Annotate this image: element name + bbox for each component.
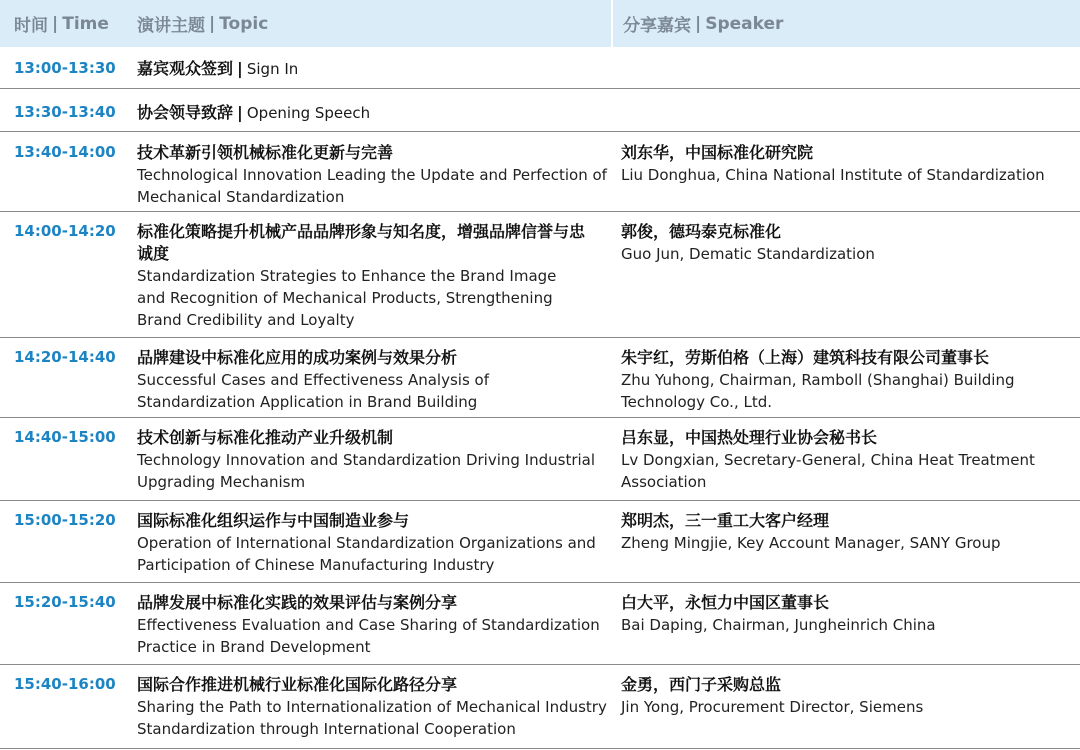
table-row: [0, 47, 1080, 89]
session-time: 14:00-14:20: [14, 222, 116, 240]
header-speaker: 分享嘉宾 | Speaker: [611, 0, 1080, 47]
table-row: [0, 501, 1080, 583]
session-time: 15:00-15:20: [14, 511, 116, 529]
session-speaker: 朱宇红，劳斯伯格（上海）建筑科技有限公司董事长 Zhu Yuhong, Chairman, Ramboll (Shanghai) Building Technology Co., Ltd.: [621, 348, 1015, 411]
session-time: 13:00-13:30: [14, 59, 116, 77]
table-row: [0, 89, 1080, 132]
session-speaker: 金勇，西门子采购总监 Jin Yong, Procurement Director, Siemens: [621, 675, 924, 716]
session-time: 15:40-16:00: [14, 675, 116, 693]
session-time: 14:20-14:40: [14, 348, 116, 366]
session-time: 15:20-15:40: [14, 593, 116, 611]
table-row: [0, 665, 1080, 749]
table-header: [0, 0, 1080, 47]
table-row: [0, 418, 1080, 501]
session-topic: 品牌发展中标准化实践的效果评估与案例分享 Effectiveness Evaluation and Case Sharing of Standardization Practice in Brand Development: [137, 593, 600, 656]
session-topic: 技术创新与标准化推动产业升级机制 Technology Innovation and Standardization Driving Industrial Upgrading Mechanism: [137, 428, 596, 491]
table-row: [0, 338, 1080, 418]
session-speaker: 吕东显，中国热处理行业协会秘书长 Lv Dongxian, Secretary-General, China Heat Treatment Association: [621, 428, 1035, 491]
session-time: 13:40-14:00: [14, 143, 116, 161]
session-topic: 协会领导致辞 | Opening Speech: [137, 103, 371, 122]
table-row: [0, 132, 1080, 212]
session-topic: 技术革新引领机械标准化更新与完善 Technological Innovation Leading the Update and Perfection of Mechanical Standardization: [137, 143, 607, 206]
header-time: 时间 | Time: [14, 13, 109, 36]
session-topic: 标准化策略提升机械产品品牌形象与知名度，增强品牌信誉与忠诚度 Standardization Strategies to Enhance the Brand Image and Recognition of Mechanical Products, Strengthening Brand Credibility and Loyalty: [137, 222, 586, 329]
session-time: 14:40-15:00: [14, 428, 116, 446]
table-row: [0, 212, 1080, 338]
session-topic: 国际合作推进机械行业标准化国际化路径分享 Sharing the Path to Internationalization of Mechanical Industry Standardization through International Cooperation: [137, 675, 607, 738]
session-time: 13:30-13:40: [14, 103, 116, 121]
session-speaker: 白大平，永恒力中国区董事长 Bai Daping, Chairman, Jungheinrich China: [621, 593, 936, 634]
session-speaker: 郑明杰，三一重工大客户经理 Zheng Mingjie, Key Account Manager, SANY Group: [621, 511, 1001, 552]
session-speaker: 郭俊，德玛泰克标准化 Guo Jun, Dematic Standardization: [621, 222, 875, 263]
session-topic: 品牌建设中标准化应用的成功案例与效果分析 Successful Cases and Effectiveness Analysis of Standardization Application in Brand Building: [137, 348, 489, 411]
header-topic: 演讲主题 | Topic: [137, 13, 269, 36]
session-topic: 嘉宾观众签到 | Sign In: [137, 59, 299, 78]
session-speaker: 刘东华，中国标准化研究院 Liu Donghua, China National Institute of Standardization: [621, 143, 1045, 184]
table-row: [0, 583, 1080, 665]
session-topic: 国际标准化组织运作与中国制造业参与 Operation of International Standardization Organizations and Participation of Chinese Manufacturing Industry: [137, 511, 596, 574]
